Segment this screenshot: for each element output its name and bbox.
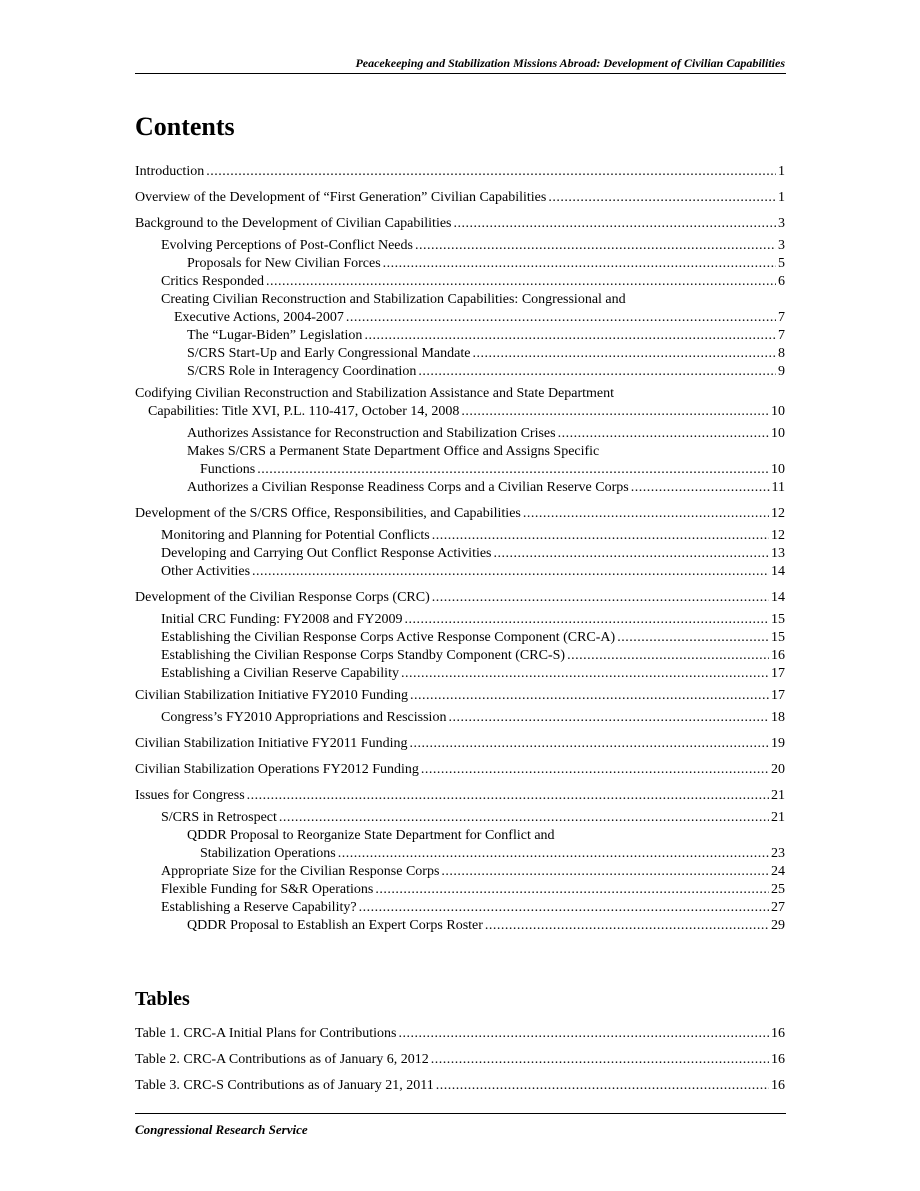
toc-entry[interactable]: Civilian Stabilization Initiative FY2010 Funding ..... 17 <box>135 687 785 705</box>
toc-entry[interactable]: Critics Responded ..... 6 <box>135 273 785 291</box>
toc-entry[interactable]: S/CRS in Retrospect ..... 21 <box>135 809 785 827</box>
toc-entry[interactable]: Establishing a Civilian Reserve Capability ..... 17 <box>135 665 785 683</box>
toc-entry[interactable]: Introduction ..... 1 <box>135 163 785 181</box>
table-entry[interactable]: Table 2. CRC-A Contributions as of January 6, 2012 ..... 16 <box>135 1051 785 1069</box>
toc-entry[interactable]: Civilian Stabilization Initiative FY2011 Funding ..... 19 <box>135 735 785 753</box>
toc-entry[interactable]: Establishing a Reserve Capability? ..... 27 <box>135 899 785 917</box>
toc-entry[interactable]: QDDR Proposal to Establish an Expert Corps Roster ..... 29 <box>135 917 785 935</box>
page-header <box>135 52 786 74</box>
toc-entry-multiline[interactable]: QDDR Proposal to Reorganize State Department for Conflict and Stabilization Operations ..... 23 <box>135 827 785 863</box>
toc-entry[interactable]: Evolving Perceptions of Post-Conflict Needs ..... 3 <box>135 237 785 255</box>
toc-entry[interactable]: Development of the S/CRS Office, Responsibilities, and Capabilities ..... 12 <box>135 505 785 523</box>
toc-entry[interactable]: The “Lugar-Biden” Legislation ..... 7 <box>135 327 785 345</box>
toc-entry[interactable]: Appropriate Size for the Civilian Response Corps ..... 24 <box>135 863 785 881</box>
toc-entry[interactable]: Development of the Civilian Response Corps (CRC) ..... 14 <box>135 589 785 607</box>
toc-entry[interactable]: Other Activities ..... 14 <box>135 563 785 581</box>
toc-entry[interactable]: Civilian Stabilization Operations FY2012 Funding ..... 20 <box>135 761 785 779</box>
toc-entry[interactable]: Authorizes a Civilian Response Readiness Corps and a Civilian Reserve Corps ..... 11 <box>135 479 785 497</box>
toc-entry[interactable]: Monitoring and Planning for Potential Conflicts ..... 12 <box>135 527 785 545</box>
toc-entry[interactable]: Issues for Congress ..... 21 <box>135 787 785 805</box>
toc-entry[interactable]: S/CRS Start-Up and Early Congressional Mandate ..... 8 <box>135 345 785 363</box>
toc-entry-multiline[interactable]: Codifying Civilian Reconstruction and Stabilization Assistance and State Department Capabilities: Title XVI, P.L. 110-417, October 14, 2008 ..... 10 <box>135 385 785 421</box>
toc-entry-multiline[interactable]: Makes S/CRS a Permanent State Department Office and Assigns Specific Functions ..... 10 <box>135 443 785 479</box>
toc-entry[interactable]: S/CRS Role in Interagency Coordination ..... 9 <box>135 363 785 381</box>
header-title: Peacekeeping and Stabilization Missions Abroad: Development of Civilian Capabilities <box>355 56 785 70</box>
footer-text: Congressional Research Service <box>135 1122 308 1137</box>
contents-heading: Contents <box>135 112 235 141</box>
toc-entry[interactable]: Establishing the Civilian Response Corps Standby Component (CRC-S) ..... 16 <box>135 647 785 665</box>
toc-entry[interactable]: Authorizes Assistance for Reconstruction and Stabilization Crises ..... 10 <box>135 425 785 443</box>
toc-entry-multiline[interactable]: Creating Civilian Reconstruction and Stabilization Capabilities: Congressional and Executive Actions, 2004-2007 ..... 7 <box>135 291 785 327</box>
toc-entry[interactable]: Developing and Carrying Out Conflict Response Activities ..... 13 <box>135 545 785 563</box>
tables-heading: Tables <box>135 988 190 1010</box>
toc-entry[interactable]: Flexible Funding for S&R Operations ..... 25 <box>135 881 785 899</box>
toc-entry[interactable]: Congress’s FY2010 Appropriations and Rescission ..... 18 <box>135 709 785 727</box>
toc-entry[interactable]: Background to the Development of Civilian Capabilities ..... 3 <box>135 215 785 233</box>
table-entry[interactable]: Table 3. CRC-S Contributions as of January 21, 2011 ..... 16 <box>135 1077 785 1095</box>
toc-entry[interactable]: Overview of the Development of “First Generation” Civilian Capabilities ..... 1 <box>135 189 785 207</box>
toc-entry[interactable]: Proposals for New Civilian Forces ..... 5 <box>135 255 785 273</box>
footer-divider <box>135 1113 786 1114</box>
table-entry[interactable]: Table 1. CRC-A Initial Plans for Contributions ..... 16 <box>135 1025 785 1043</box>
tables-list <box>135 1025 785 1095</box>
toc-entry[interactable]: Initial CRC Funding: FY2008 and FY2009 ..... 15 <box>135 611 785 629</box>
toc-entry[interactable]: Establishing the Civilian Response Corps Active Response Component (CRC-A) ..... 15 <box>135 629 785 647</box>
contents-list <box>135 163 785 935</box>
